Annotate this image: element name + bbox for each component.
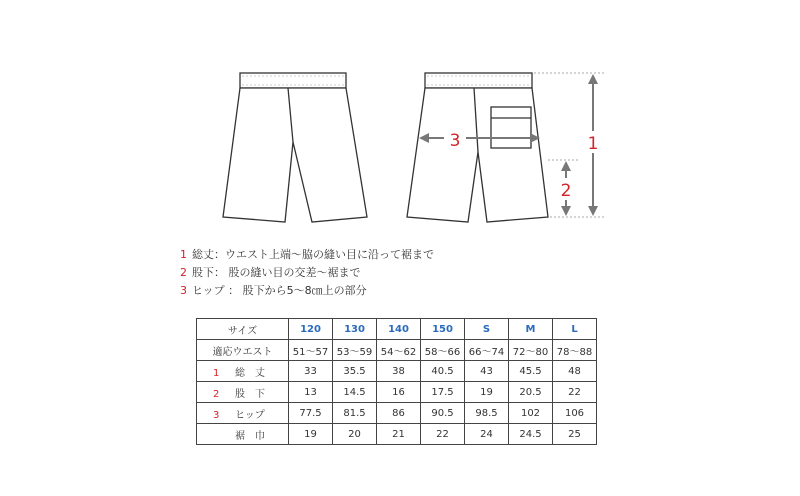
table-cell: 78〜88 — [553, 340, 597, 361]
hip-label: 3 — [449, 131, 461, 151]
note-number: 3 — [180, 284, 187, 297]
row-label-cell — [197, 424, 289, 445]
table-cell: 53〜59 — [333, 340, 377, 361]
row-number: 3 — [213, 409, 220, 421]
table-cell: 17.5 — [421, 382, 465, 403]
table-cell: 14.5 — [333, 382, 377, 403]
table-cell: 20 — [333, 424, 377, 445]
note-total-length — [180, 246, 434, 264]
table-row-total-length — [197, 361, 597, 382]
table-cell: 33 — [289, 361, 333, 382]
shorts-back-view — [407, 73, 548, 222]
row-number: 2 — [213, 388, 220, 400]
row-label-cell — [197, 361, 289, 382]
table-cell: 25 — [553, 424, 597, 445]
note-number: 2 — [180, 266, 187, 279]
table-cell: 45.5 — [509, 361, 553, 382]
table-cell: 20.5 — [509, 382, 553, 403]
table-cell: 22 — [553, 382, 597, 403]
table-cell: 19 — [465, 382, 509, 403]
size-column-header: M — [509, 319, 553, 340]
table-cell: 16 — [377, 382, 421, 403]
table-cell: 72〜80 — [509, 340, 553, 361]
table-cell: 35.5 — [333, 361, 377, 382]
table-cell: 21 — [377, 424, 421, 445]
table-cell: 43 — [465, 361, 509, 382]
shorts-diagram — [0, 0, 800, 240]
table-cell: 48 — [553, 361, 597, 382]
note-text: 総丈：ウエスト上端〜脇の縫い目に沿って裾まで — [192, 248, 434, 261]
table-cell: 86 — [377, 403, 421, 424]
size-column-header: 130 — [333, 319, 377, 340]
row-label-cell — [197, 403, 289, 424]
table-cell: 77.5 — [289, 403, 333, 424]
size-header-label: サイズ — [197, 319, 289, 340]
table-cell: 66〜74 — [465, 340, 509, 361]
note-text: ヒップ ： 股下から5〜8㎝上の部分 — [192, 284, 367, 297]
size-column-header: 120 — [289, 319, 333, 340]
table-cell: 24 — [465, 424, 509, 445]
table-cell: 51〜57 — [289, 340, 333, 361]
table-cell: 22 — [421, 424, 465, 445]
table-cell: 58〜66 — [421, 340, 465, 361]
row-label: ヒップ — [235, 409, 265, 421]
row-number: 1 — [213, 367, 220, 379]
table-cell: 24.5 — [509, 424, 553, 445]
table-cell: 54〜62 — [377, 340, 421, 361]
size-column-header: S — [465, 319, 509, 340]
size-header-row — [197, 319, 597, 340]
note-text: 股下： 股の縫い目の交差〜裾まで — [192, 266, 361, 279]
row-label: 適応ウエスト — [197, 340, 289, 361]
front-waistband — [240, 73, 346, 88]
table-row-waist — [197, 340, 597, 361]
table-cell: 90.5 — [421, 403, 465, 424]
size-table — [196, 318, 597, 445]
note-number: 1 — [180, 248, 187, 261]
row-label-cell — [197, 382, 289, 403]
table-row-hip — [197, 403, 597, 424]
row-label: 総 丈 — [235, 367, 265, 379]
size-column-header: L — [553, 319, 597, 340]
table-cell: 40.5 — [421, 361, 465, 382]
table-cell: 81.5 — [333, 403, 377, 424]
row-label: 裾 巾 — [235, 430, 265, 442]
inseam-label: 2 — [560, 181, 572, 201]
table-cell: 38 — [377, 361, 421, 382]
row-label: 股 下 — [235, 388, 265, 400]
total-length-label: 1 — [587, 134, 599, 154]
table-cell: 102 — [509, 403, 553, 424]
table-cell: 19 — [289, 424, 333, 445]
measurement-notes — [180, 246, 434, 300]
table-row-inseam — [197, 382, 597, 403]
note-inseam — [180, 264, 434, 282]
shorts-front-view — [223, 73, 367, 222]
table-row-hem-width — [197, 424, 597, 445]
table-cell: 106 — [553, 403, 597, 424]
table-cell: 13 — [289, 382, 333, 403]
table-cell: 98.5 — [465, 403, 509, 424]
size-column-header: 150 — [421, 319, 465, 340]
size-column-header: 140 — [377, 319, 421, 340]
back-pocket — [491, 107, 531, 148]
note-hip — [180, 282, 434, 300]
front-body-outline — [223, 88, 367, 222]
back-waistband — [425, 73, 532, 88]
